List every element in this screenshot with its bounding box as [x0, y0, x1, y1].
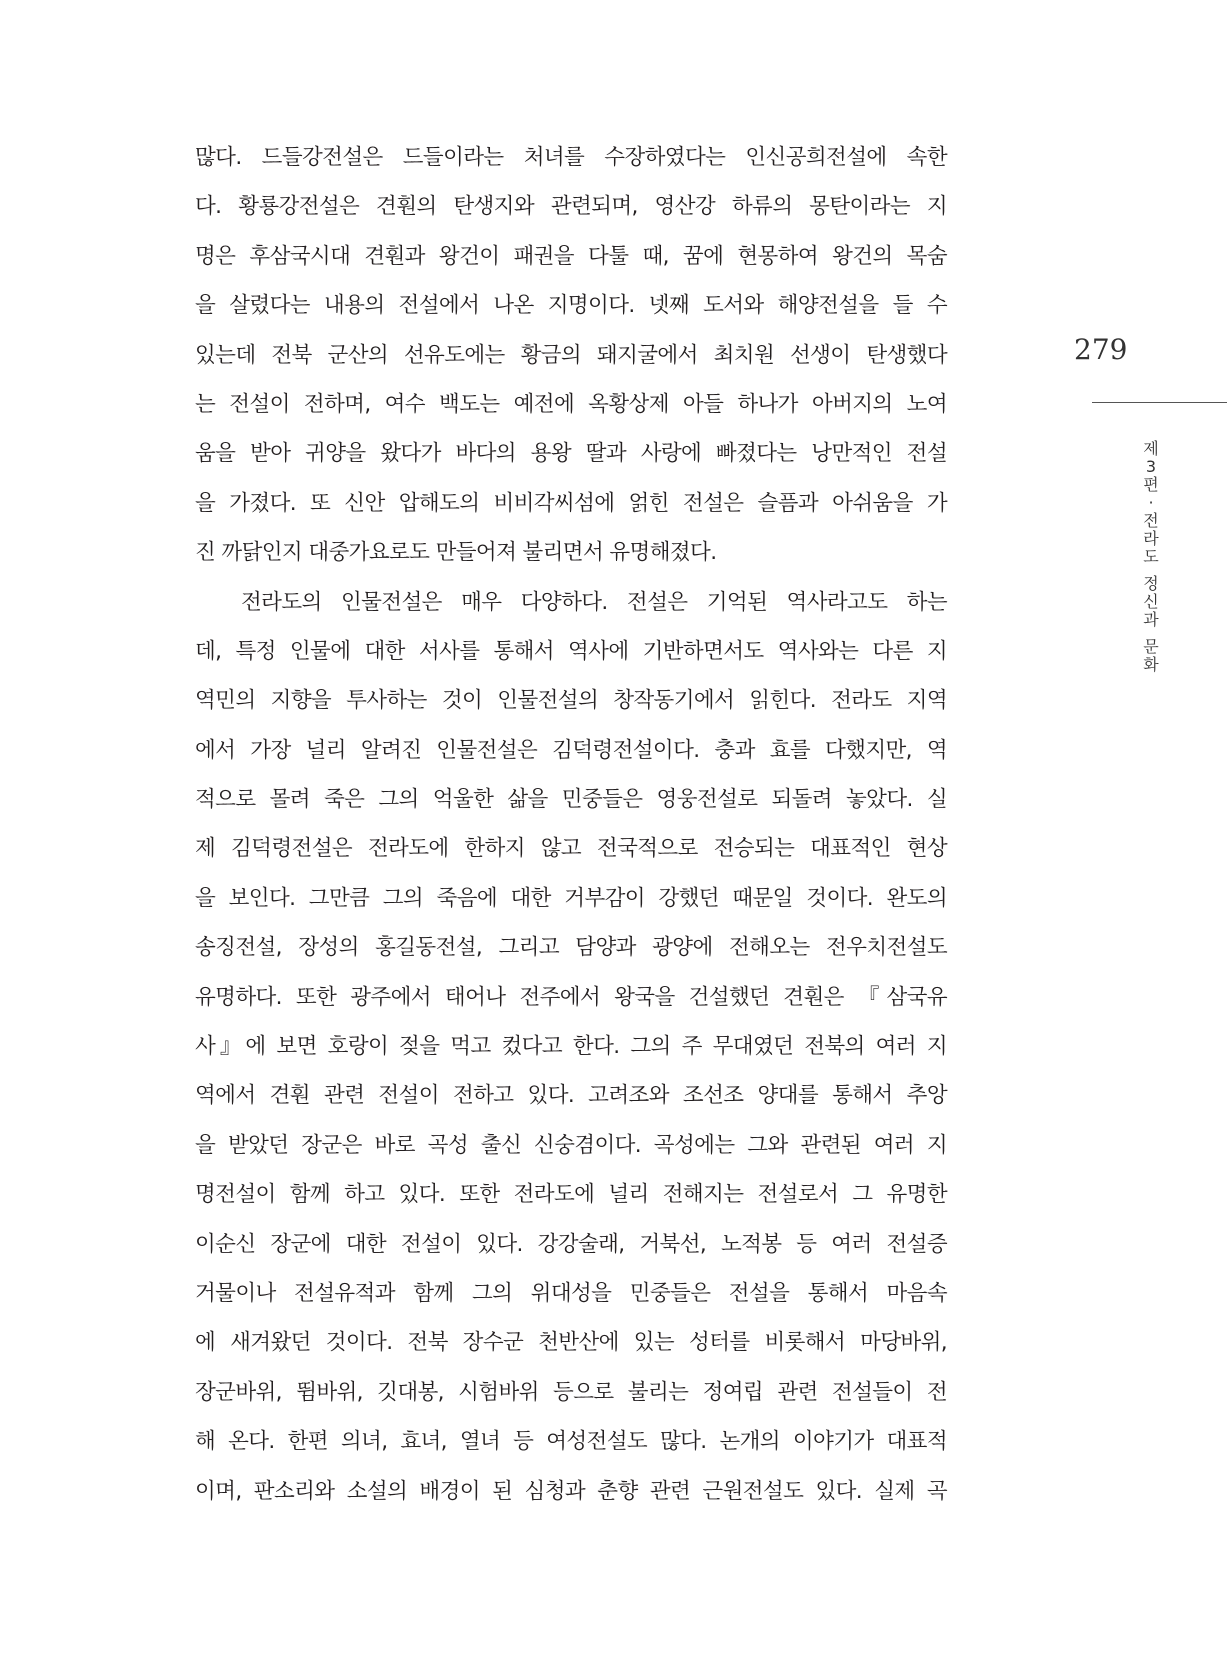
text-line: 을 보인다. 그만큼 그의 죽음에 대한 거부감이 강했던 때문일 것이다. 완도의	[195, 885, 947, 911]
text-line: 이며, 판소리와 소설의 배경이 된 심청과 춘향 관련 근원전설도 있다. 실제 곡	[195, 1478, 947, 1504]
text-line: 을 살렸다는 내용의 전설에서 나온 지명이다. 넷째 도서와 해양전설을 들 수	[195, 293, 947, 319]
running-head-char: 도	[1143, 547, 1159, 566]
text-line: 진 까닭인지 대중가요로도 만들어져 불리면서 유명해졌다.	[195, 540, 717, 566]
margin-divider	[1092, 402, 1227, 403]
text-line: 유명하다. 또한 광주에서 태어나 전주에서 왕국을 건설했던 견훤은 『삼국유	[195, 984, 947, 1010]
running-head-char: 라	[1143, 529, 1159, 548]
text-line: 역민의 지향을 투사하는 것이 인물전설의 창작동기에서 읽힌다. 전라도 지역	[195, 688, 947, 714]
running-head-char: 제	[1143, 439, 1159, 458]
text-line: 장군바위, 뜀바위, 깃대봉, 시험바위 등으로 불리는 정여립 관련 전설들이 전	[195, 1379, 947, 1405]
text-line: 사』에 보면 호랑이 젖을 먹고 컸다고 한다. 그의 주 무대였던 전북의 여러 지	[195, 1034, 947, 1060]
text-line: 이순신 장군에 대한 전설이 있다. 강강술래, 거북선, 노적봉 등 여러 전설증	[195, 1231, 947, 1257]
text-line: 많다. 드들강전설은 드들이라는 처녀를 수장하였다는 인신공희전설에 속한	[195, 145, 947, 170]
running-head-char: 과	[1143, 610, 1159, 629]
running-head-char: 3	[1145, 457, 1157, 476]
text-line: 명은 후삼국시대 견훤과 왕건이 패권을 다툴 때, 꿈에 현몽하여 왕건의 목숨	[195, 243, 947, 269]
text-line: 해 온다. 한편 의녀, 효녀, 열녀 등 여성전설도 많다. 논개의 이야기가 대표적	[195, 1429, 947, 1455]
running-head-char: ·	[1148, 493, 1154, 512]
running-head-char: 전	[1143, 511, 1159, 530]
text-line: 에서 가장 널리 알려진 인물전설은 김덕령전설이다. 충과 효를 다했지만, 역	[195, 737, 947, 763]
text-line: 을 가졌다. 또 신안 압해도의 비비각씨섬에 얽힌 전설은 슬픔과 아쉬움을 가	[195, 490, 947, 516]
running-head-char: 정	[1143, 574, 1159, 593]
text-line: 전라도의 인물전설은 매우 다양하다. 전설은 기억된 역사라고도 하는	[241, 589, 947, 615]
running-head	[1136, 440, 1166, 674]
text-line: 명전설이 함께 하고 있다. 또한 전라도에 널리 전해지는 전설로서 그 유명한	[195, 1182, 947, 1208]
text-line: 데, 특정 인물에 대한 서사를 통해서 역사에 기반하면서도 역사와는 다른 지	[195, 638, 947, 664]
text-line: 에 새겨왔던 것이다. 전북 장수군 천반산에 있는 성터를 비롯해서 마당바위,	[195, 1330, 947, 1356]
running-head-char: 편	[1143, 475, 1159, 494]
text-line: 을 받았던 장군은 바로 곡성 출신 신숭겸이다. 곡성에는 그와 관련된 여러 지	[195, 1132, 947, 1158]
text-line: 역에서 견훤 관련 전설이 전하고 있다. 고려조와 조선조 양대를 통해서 추앙	[195, 1083, 947, 1109]
running-head-char: 신	[1143, 592, 1159, 611]
page-number: 279	[1074, 333, 1128, 366]
text-line: 송징전설, 장성의 홍길동전설, 그리고 담양과 광양에 전해오는 전우치전설도	[195, 935, 947, 961]
text-line: 제 김덕령전설은 전라도에 한하지 않고 전국적으로 전승되는 대표적인 현상	[195, 836, 947, 862]
running-head-char: 화	[1143, 655, 1159, 674]
text-line: 적으로 몰려 죽은 그의 억울한 삶을 민중들은 영웅전설로 되돌려 놓았다. 실	[195, 787, 947, 813]
text-line: 다. 황룡강전설은 견훤의 탄생지와 관련되며, 영산강 하류의 몽탄이라는 지	[195, 194, 947, 220]
text-line: 움을 받아 귀양을 왔다가 바다의 용왕 딸과 사랑에 빠졌다는 낭만적인 전설	[195, 441, 947, 467]
text-line: 거물이나 전설유적과 함께 그의 위대성을 민중들은 전설을 통해서 마음속	[195, 1280, 947, 1306]
text-line: 는 전설이 전하며, 여수 백도는 예전에 옥황상제 아들 하나가 아버지의 노여	[195, 391, 947, 417]
running-head-char: 문	[1143, 637, 1159, 656]
text-line: 있는데 전북 군산의 선유도에는 황금의 돼지굴에서 최치원 선생이 탄생했다	[195, 342, 947, 368]
body-text	[195, 136, 947, 1519]
